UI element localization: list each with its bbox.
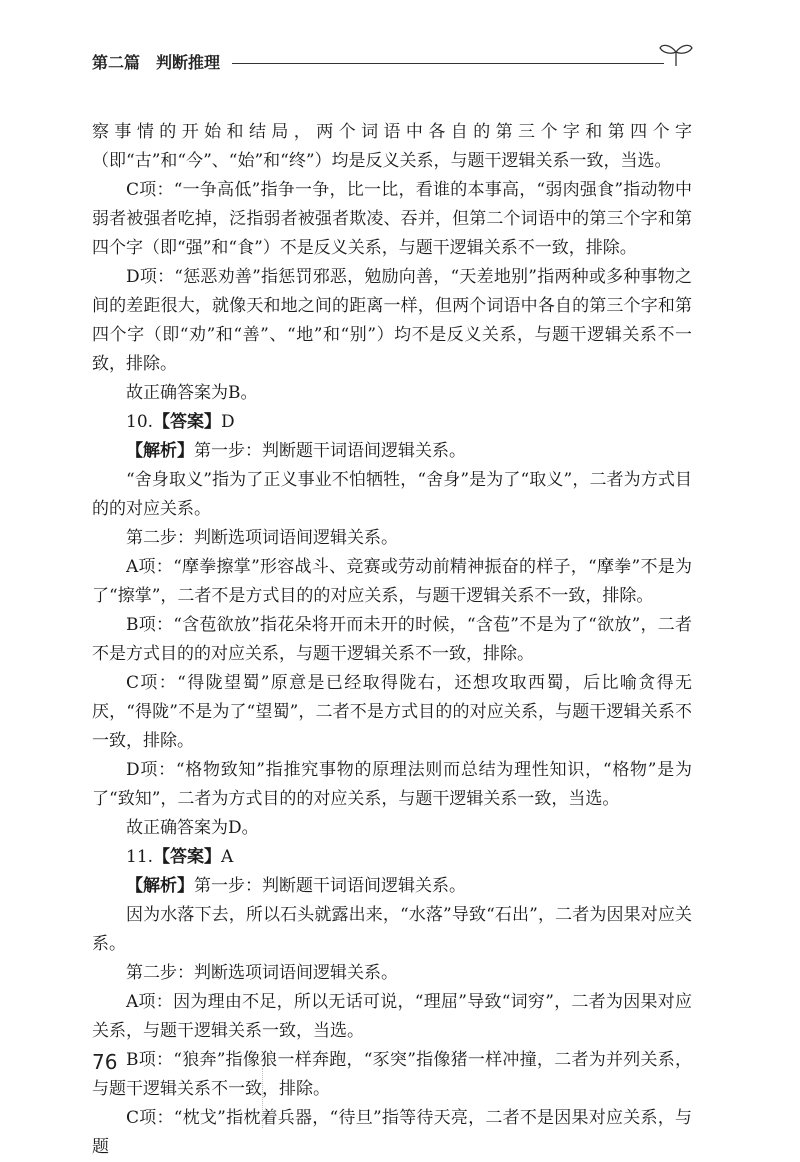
- analysis-step1-text: 第一步：判断题干词语间逻辑关系。: [194, 876, 466, 896]
- conclusion-q9: 故正确答案为B。: [126, 383, 258, 403]
- binding-edge-mark: [262, 1068, 264, 1128]
- analysis-step2-q10: 第二步：判断选项词语间逻辑关系。: [126, 528, 398, 548]
- section-title: 第二篇 判断推理: [92, 53, 221, 72]
- option-b-q11: B项：“狼奔”指像狼一样奔跑，“豕突”指像猪一样冲撞，二者为并列关系，与题干逻辑关系不一致，排除。: [92, 1050, 692, 1099]
- option-d-q10: D项：“格物致知”指推究事物的原理法则而总结为理性知识，“格物”是为了“致知”，二者为方式目的的对应关系，与题干逻辑关系一致，当选。: [92, 760, 692, 809]
- stem-analysis-q11: 因为水落下去，所以石头就露出来，“水落”导致“石出”，二者为因果对应关系。: [92, 905, 692, 954]
- answer-line-q11: [92, 843, 692, 872]
- option-c-q10: C项：“得陇望蜀”原意是已经取得陇右，还想攻取西蜀，后比喻贪得无厌，“得陇”不是为了“望蜀”，二者不是方式目的的对应关系，与题干逻辑关系不一致，排除。: [92, 673, 692, 751]
- option-d-q9: D项：“惩恶劝善”指惩罚邪恶，勉励向善，“天差地别”指两种或多种事物之间的差距很大，就像天和地之间的距离一样，但两个词语中各自的第三个字和第四个字（即“劝”和“善”、“地”和“别”）均不是反义关系，与题干逻辑关系不一致，排除。: [92, 267, 692, 374]
- analysis-step1-q10: [92, 437, 692, 466]
- page-header: [92, 46, 692, 74]
- answer-line-q10: [92, 408, 692, 437]
- analysis-step1-q11: [92, 872, 692, 901]
- analysis-step2-q11: 第二步：判断选项词语间逻辑关系。: [126, 963, 398, 983]
- page-number: 76: [92, 1050, 118, 1074]
- paragraph-continued: 察事情的开始和结局，两个词语中各自的第三个字和第四个字（即“古”和“今”、“始”和“终”）均是反义关系，与题干逻辑关系一致，当选。: [92, 122, 692, 171]
- conclusion-q10: 故正确答案为D。: [126, 818, 259, 838]
- sprout-icon: [656, 40, 696, 70]
- option-a-q10: A项：“摩拳擦掌”形容战斗、竞赛或劳动前精神振奋的样子，“摩拳”不是为了“擦掌”，二者不是方式目的的对应关系，与题干逻辑关系不一致，排除。: [92, 557, 692, 606]
- analysis-label: 【解析】: [126, 876, 194, 896]
- stem-analysis-q10: “舍身取义”指为了正义事业不怕牺牲，“舍身”是为了“取义”，二者为方式目的的对应关系。: [92, 470, 692, 519]
- option-c-q9: C项：“一争高低”指争一争，比一比，看谁的本事高，“弱肉强食”指动物中弱者被强者吃掉，泛指弱者被强者欺凌、吞并，但第二个词语中的第三个字和第四个字（即“强”和“食”）不是反义关系，与题干逻辑关系不一致，排除。: [92, 180, 692, 258]
- answer-label: 【答案】: [153, 847, 222, 867]
- question-number: 11.: [126, 847, 154, 867]
- analysis-step1-text: 第一步：判断题干词语间逻辑关系。: [194, 441, 466, 461]
- question-number: 10.: [126, 412, 154, 432]
- header-rule: [232, 63, 664, 64]
- answer-label: 【答案】: [153, 412, 222, 432]
- analysis-label: 【解析】: [126, 441, 194, 461]
- answer-value: A: [221, 847, 234, 867]
- option-c-q11: C项：“枕戈”指枕着兵器，“待旦”指等待天亮，二者不是因果对应关系，与题: [92, 1108, 692, 1157]
- answer-value: D: [221, 412, 235, 432]
- option-b-q10: B项：“含苞欲放”指花朵将开而未开的时候，“含苞”不是为了“欲放”，二者不是方式目的的对应关系，与题干逻辑关系不一致，排除。: [92, 615, 692, 664]
- page-content: [92, 118, 692, 1162]
- option-a-q11: A项：因为理由不足，所以无话可说，“理屈”导致“词穷”，二者为因果对应关系，与题干逻辑关系一致，当选。: [92, 992, 692, 1041]
